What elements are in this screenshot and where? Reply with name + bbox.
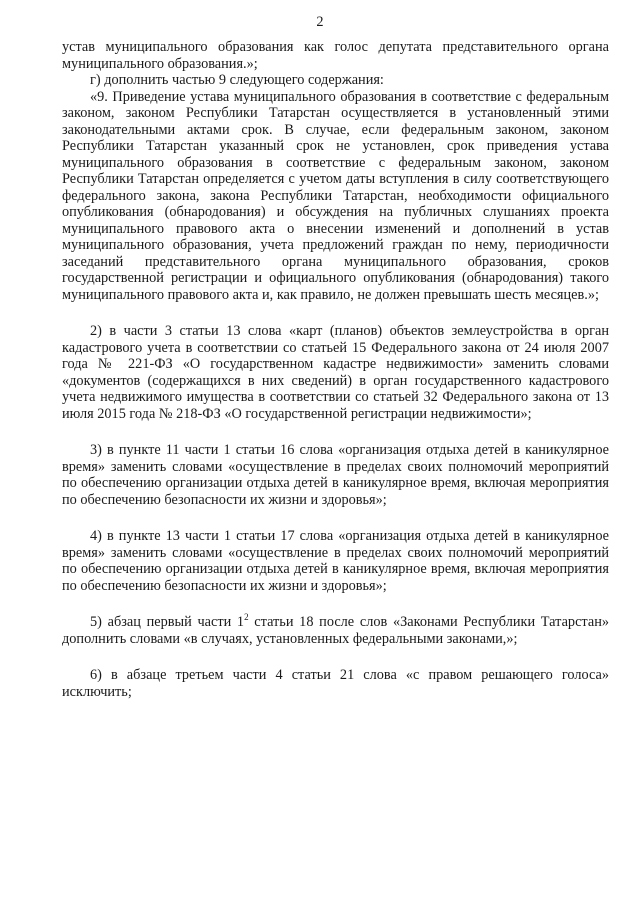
paragraph-item-5-end: статьи 18 после слов «Законами Республики Татарстан» дополнить словами «в случаях, установленных федеральными законами,»;	[62, 614, 609, 647]
paragraph-item-5	[62, 614, 609, 647]
paragraph-item-g: г) дополнить частью 9 следующего содержания:	[90, 72, 384, 88]
paragraph-item-2: 2) в части 3 статьи 13 слова «карт (планов) объектов землеустройства в орган кадастрового учета в соответствии со статьей 15 Федерального закона от 24 июля 2007 года № 221-ФЗ «О государственном кадастре недвижимости» заменить словами «документов (содержащихся в них сведений) в орган государственного кадастрового учета недвижимого имущества в соответствии со статьей 32 Федерального закона от 13 июля 2015 года № 218-ФЗ «О государственной регистрации недвижимости»;	[62, 323, 609, 422]
paragraph-item-5-start: 5) абзац первый части 1	[90, 614, 245, 630]
paragraph-part-9: «9. Приведение устава муниципального образования в соответствие с федеральным законом, законом Республики Татарстан осуществляется в установленный этими законодательными актами срок. В случае, если федеральным законом, законом Республики Татарстан указанный срок не установлен, срок приведения устава муниципального образования в соответствие с федеральным законом, законом Республики Татарстан определяется с учетом даты вступления в силу соответствующего федерального закона, закона Республики Татарстан, необходимости официального опубликования (обнародования) и обсуждения на публичных слушаниях проекта муниципального правового акта о внесении изменений и дополнений в устав муниципального образования, учета предложений граждан по нему, периодичности заседаний представительного органа муниципального образования, сроков государственной регистрации и официального опубликования (обнародования) такого муниципального правового акта и, как правило, не должен превышать шесть месяцев.»;	[62, 88, 609, 303]
page-number: 2	[316, 14, 324, 30]
paragraph-continuation: устав муниципального образования как голос депутата представительного органа муниципального образования.»;	[62, 39, 609, 72]
document-body	[62, 39, 609, 700]
paragraph-item-3: 3) в пункте 11 части 1 статьи 16 слова «организация отдыха детей в каникулярное время» заменить словами «осуществление в пределах своих полномочий мероприятий по обеспечению организации отдыха детей в каникулярное время, включая мероприятия по обеспечению безопасности их жизни и здоровья»;	[62, 442, 609, 508]
superscript-index: 2	[244, 612, 249, 622]
paragraph-item-4: 4) в пункте 13 части 1 статьи 17 слова «организация отдыха детей в каникулярное время» заменить словами «осуществление в пределах своих полномочий мероприятий по обеспечению организации отдыха детей в каникулярное время, включая мероприятия по обеспечению безопасности их жизни и здоровья»;	[62, 528, 609, 594]
paragraph-item-6: 6) в абзаце третьем части 4 статьи 21 слова «с правом решающего голоса» исключить;	[62, 667, 609, 700]
